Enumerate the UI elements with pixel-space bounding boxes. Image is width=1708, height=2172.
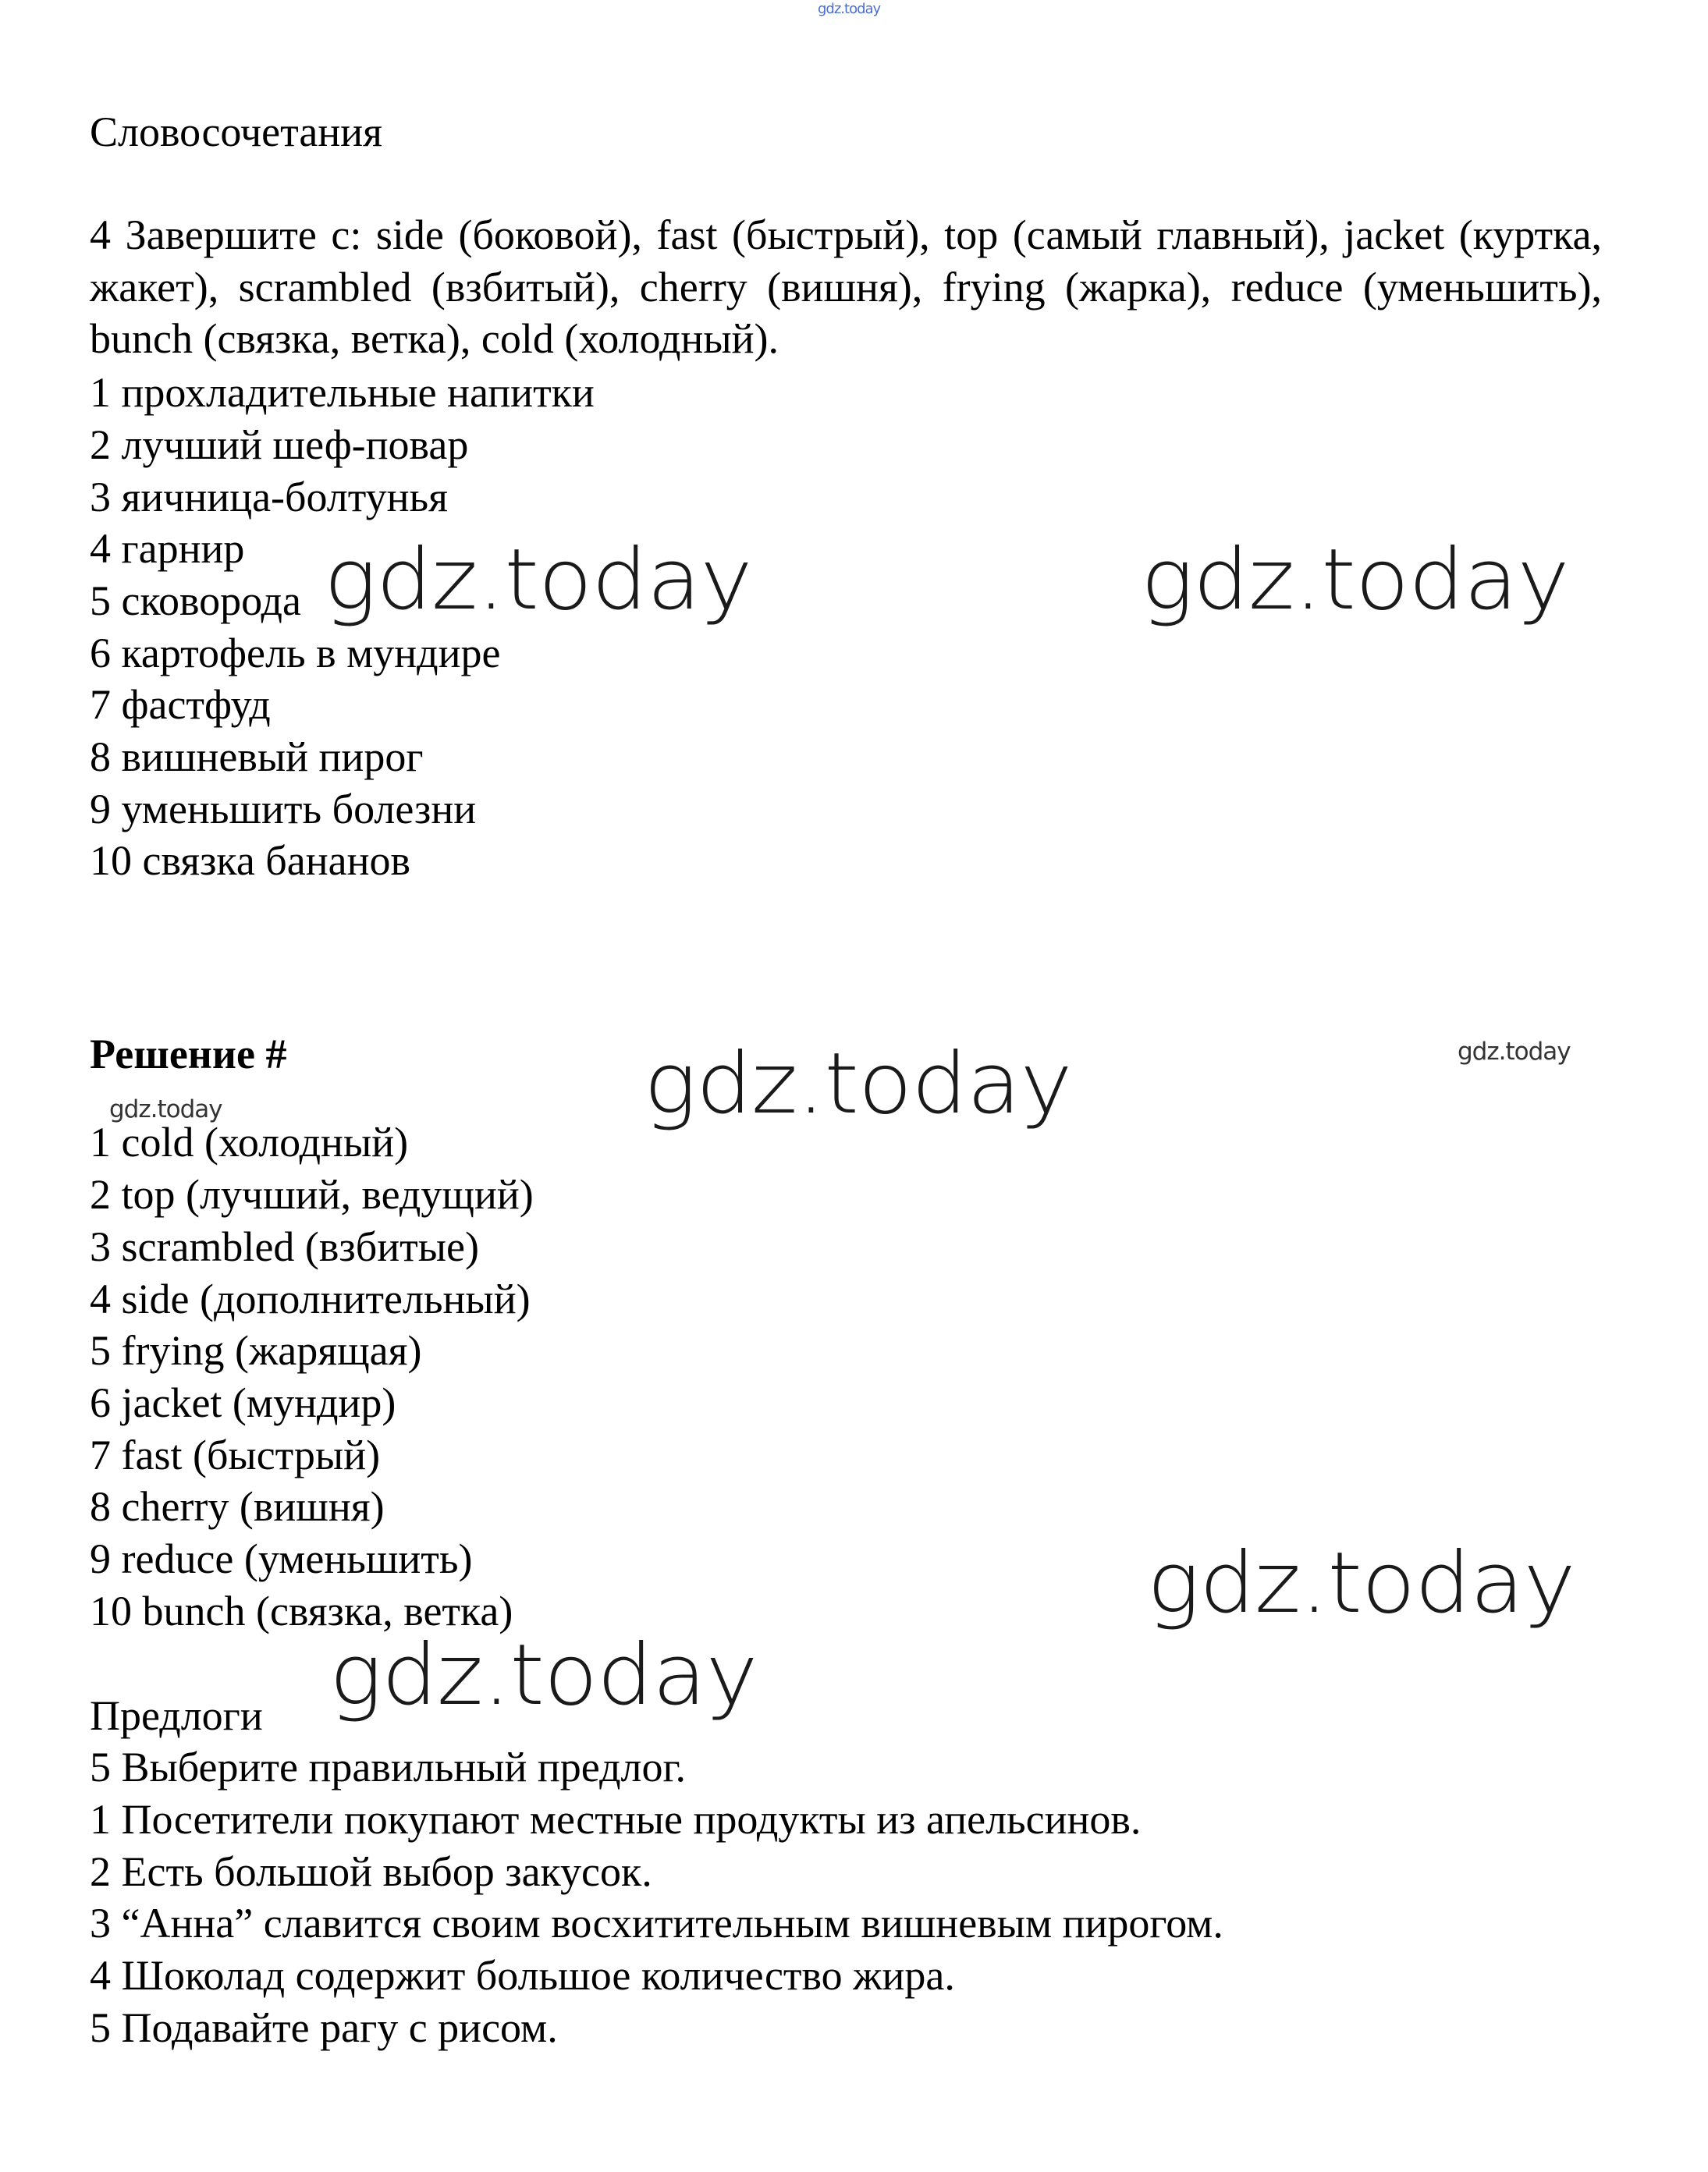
- task-5-instructions: 5 Выберите правильный предлог.: [90, 1744, 687, 1790]
- list-item: 8 вишневый пирог: [90, 733, 424, 780]
- list-item: 4 side (дополнительный): [90, 1276, 531, 1322]
- watermark: gdz.today: [1141, 531, 1569, 629]
- list-item: 9 уменьшить болезни: [90, 786, 477, 832]
- list-item: 3 “Анна” славится своим восхитительным вишневым пирогом.: [90, 1900, 1223, 1947]
- list-item: 3 scrambled (взбитые): [90, 1223, 479, 1270]
- list-item: 9 reduce (уменьшить): [90, 1535, 473, 1582]
- list-item: 6 картофель в мундире: [90, 630, 501, 676]
- task-4-instructions: 4 Завершите с: side (боковой), fast (быстрый), top (самый главный), jacket (куртка, жакет), scrambled (взбитый), cherry (вишня), frying (жарка), reduce (уменьшить), bunch (связка, ветка), cold (холодный).: [90, 211, 1602, 362]
- list-item: 5 сковорода: [90, 577, 301, 624]
- list-item: 1 Посетители покупают местные продукты из апельсинов.: [90, 1796, 1142, 1843]
- solution-heading: Решение #: [90, 1031, 287, 1077]
- watermark: gdz.today: [324, 531, 752, 629]
- list-item: 1 прохладительные напитки: [90, 369, 595, 416]
- watermark: gdz.today: [1147, 1535, 1575, 1632]
- list-item: 4 Шоколад содержит большое количество жира.: [90, 1952, 955, 1999]
- list-item: 5 Подавайте рагу с рисом.: [90, 2004, 558, 2051]
- list-item: 4 гарнир: [90, 525, 245, 572]
- list-item: 7 фастфуд: [90, 681, 271, 728]
- list-item: 1 cold (холодный): [90, 1119, 409, 1166]
- watermark-top: gdz.today: [818, 1, 881, 17]
- watermark: gdz.today: [1458, 1038, 1571, 1066]
- list-item: 2 лучший шеф-повар: [90, 421, 469, 468]
- watermark: gdz.today: [329, 1627, 758, 1724]
- section-heading-prepositions: Предлоги: [90, 1692, 263, 1739]
- list-item: 3 яичница-болтунья: [90, 474, 448, 520]
- list-item: 7 fast (быстрый): [90, 1432, 381, 1478]
- list-item: 6 jacket (мундир): [90, 1379, 396, 1426]
- list-item: 8 cherry (вишня): [90, 1483, 385, 1530]
- list-item: 2 Есть большой выбор закусок.: [90, 1848, 652, 1895]
- list-item: 10 связка бананов: [90, 837, 411, 884]
- section-heading-collocations: Словосочетания: [90, 108, 382, 155]
- list-item: 10 bunch (связка, ветка): [90, 1588, 513, 1634]
- watermark: gdz.today: [109, 1095, 222, 1123]
- watermark: gdz.today: [644, 1035, 1072, 1133]
- list-item: 5 frying (жарящая): [90, 1327, 422, 1374]
- list-item: 2 top (лучший, ведущий): [90, 1171, 534, 1218]
